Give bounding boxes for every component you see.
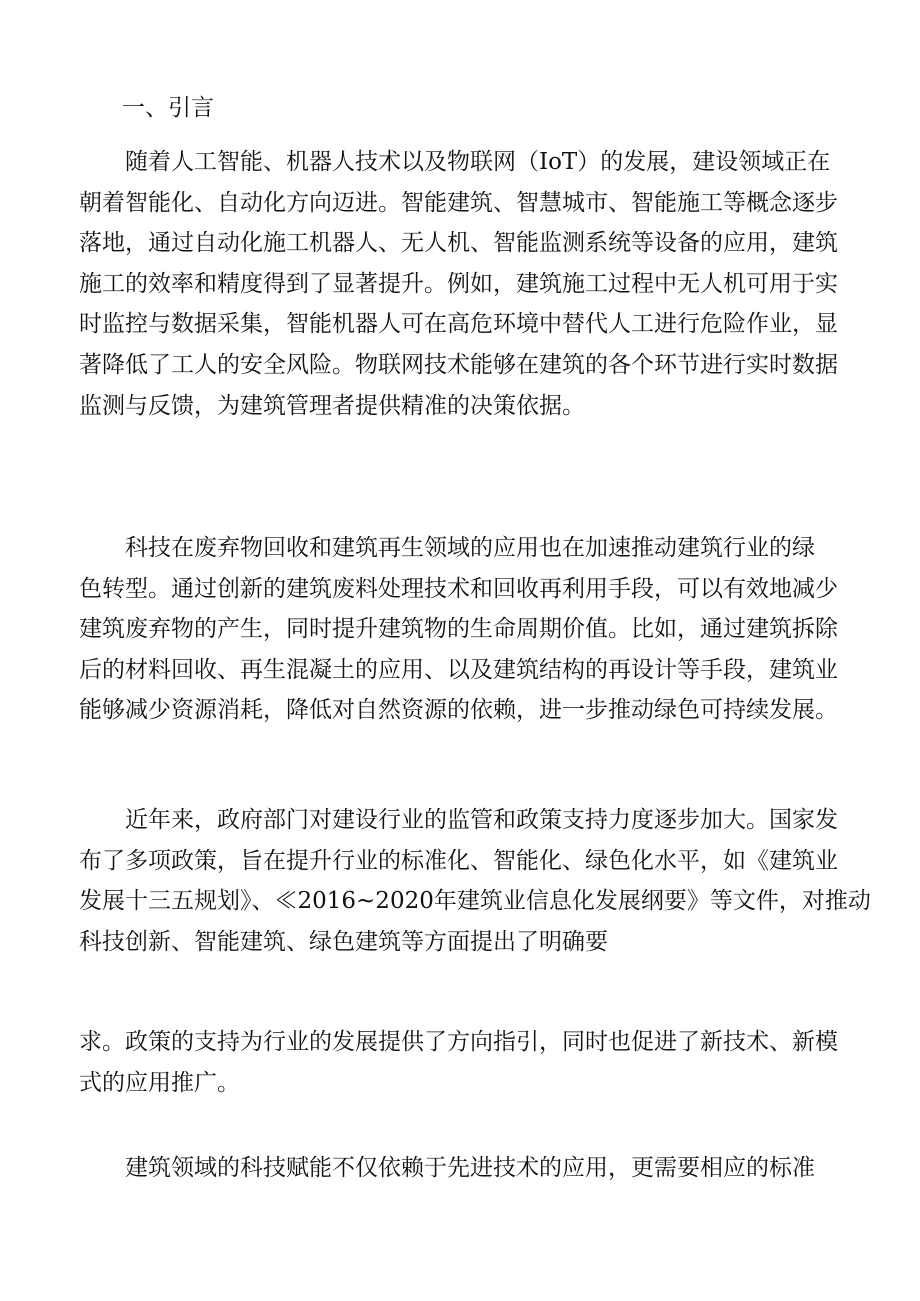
paragraph-line: 时监控与数据采集，智能机器人可在高危环境中替代人工进行危险作业，显	[79, 311, 838, 338]
paragraph-line: 后的材料回收、再生混凝土的应用、以及建筑结构的再设计等手段，建筑业	[79, 656, 838, 683]
paragraph-line: 落地，通过自动化施工机器人、无人机、智能监测系统等设备的应用，建筑	[79, 230, 838, 257]
paragraph-line: 著降低了工人的安全风险。物联网技术能够在建筑的各个环节进行实时数据	[79, 351, 838, 378]
paragraph-line: 求。政策的支持为行业的发展提供了方向指引，同时也促进了新技术、新模	[79, 1029, 838, 1055]
paragraph-line: 施工的效率和精度得到了显著提升。例如，建筑施工过程中无人机可用于实	[79, 270, 838, 297]
paragraph-line: 科技创新、智能建筑、绿色建筑等方面提出了明确要	[79, 928, 608, 955]
paragraph-line: 色转型。通过创新的建筑废料处理技术和回收再利用手段，可以有效地减少	[79, 575, 838, 602]
paragraph-ai-robotics-iot	[79, 142, 839, 426]
paragraph-line: 能够减少资源消耗，降低对自然资源的依赖，进一步推动绿色可持续发展。	[79, 697, 838, 724]
paragraph-line: 发展十三五规划》、≪2016~2020年建筑业信息化发展纲要》等文件，对推动	[79, 888, 871, 915]
paragraph-government-policy	[79, 800, 871, 962]
paragraph-line: 朝着智能化、自动化方向迈进。智能建筑、智慧城市、智能施工等概念逐步	[79, 189, 838, 216]
paragraph-standards	[79, 1148, 839, 1189]
paragraph-line: 式的应用推广。	[79, 1069, 240, 1096]
paragraph-line: 监测与反馈，为建筑管理者提供精准的决策依据。	[79, 392, 585, 419]
paragraph-line: 科技在废弃物回收和建筑再生领域的应用也在加速推动建筑行业的绿	[125, 535, 815, 561]
paragraph-line: 近年来，政府部门对建设行业的监管和政策支持力度逐步加大。国家发	[125, 807, 838, 833]
section-heading: 一、引言	[122, 95, 214, 121]
paragraph-waste-recycling	[79, 528, 839, 731]
paragraph-line: 建筑领域的科技赋能不仅依赖于先进技术的应用，更需要相应的标准	[125, 1155, 815, 1181]
paragraph-policy-continuation	[79, 1022, 839, 1103]
paragraph-line: 建筑废弃物的产生，同时提升建筑物的生命周期价值。比如，通过建筑拆除	[79, 616, 838, 643]
paragraph-line: 布了多项政策，旨在提升行业的标准化、智能化、绿色化水平，如《建筑业	[79, 847, 838, 874]
paragraph-line: 随着人工智能、机器人技术以及物联网（IoT）的发展，建设领域正在	[125, 149, 831, 175]
